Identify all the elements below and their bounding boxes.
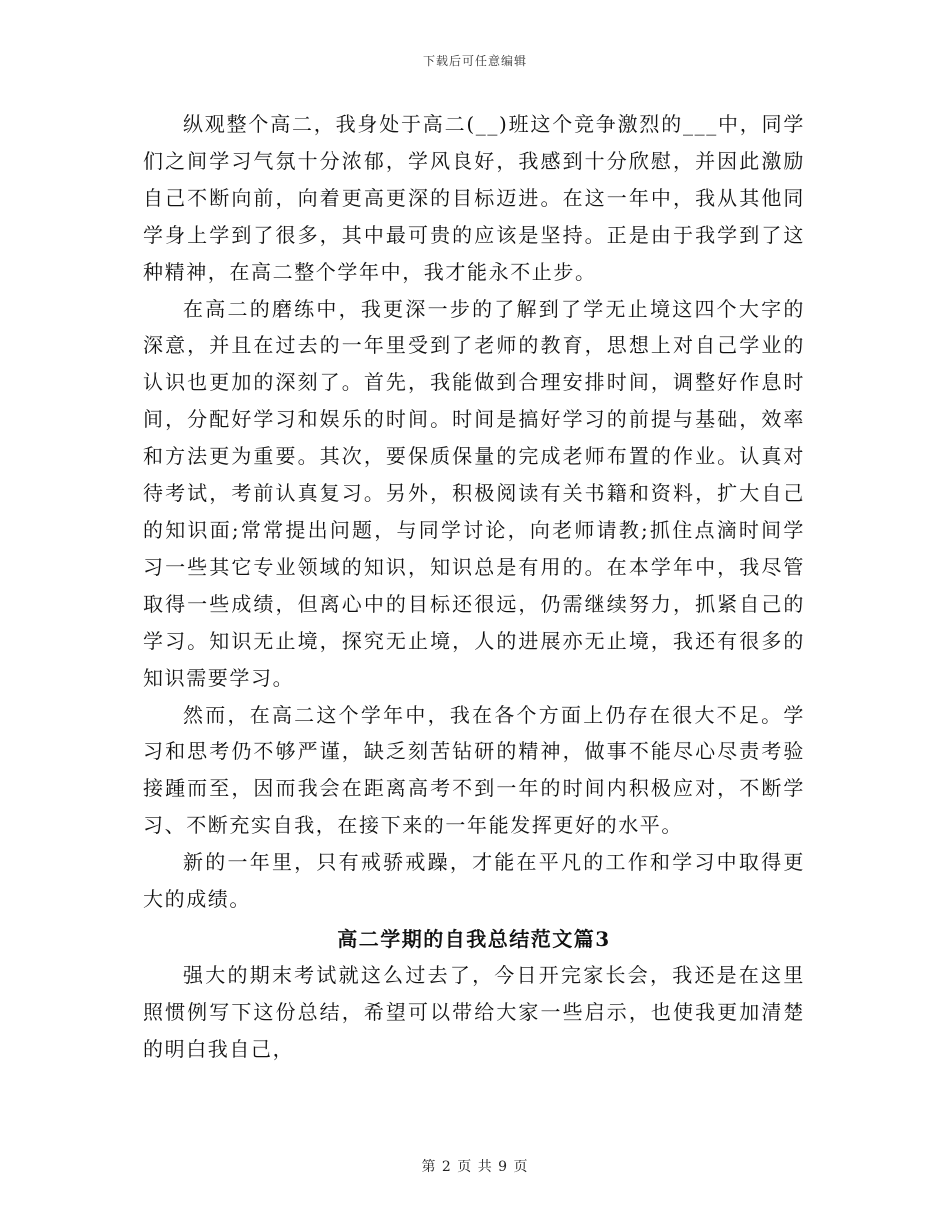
document-body — [143, 106, 805, 1068]
paragraph-1: 纵观整个高二，我身处于高二(__)班这个竞争激烈的___中，同学们之间学习气氛十分浓郁，学风良好，我感到十分欣慰，并因此激励自己不断向前，向着更高更深的目标迈进。在这一年中，我从其他同学身上学到了很多，其中最可贵的应该是坚持。正是由于我学到了这种精神，在高二整个学年中，我才能永不止步。 — [143, 112, 805, 284]
paragraph-3: 然而，在高二这个学年中，我在各个方面上仍存在很大不足。学习和思考仍不够严谨，缺乏刻苦钻研的精神，做事不能尽心尽责考验接踵而至，因而我会在距离高考不到一年的时间内积极应对，不断学习、不断充实自我，在接下来的一年能发挥更好的水平。 — [143, 702, 805, 838]
section-paragraph: 强大的期末考试就这么过去了，今日开完家长会，我还是在这里照惯例写下这份总结，希望可以带给大家一些启示，也使我更加清楚的明白我自己， — [143, 962, 805, 1061]
paragraph-4: 新的一年里，只有戒骄戒躁，才能在平凡的工作和学习中取得更大的成绩。 — [143, 850, 805, 912]
section-title: 高二学期的自我总结范文篇3 — [337, 926, 611, 951]
page-header: 下载后可任意编辑 — [422, 54, 527, 68]
paragraph-2: 在高二的磨练中，我更深一步的了解到了学无止境这四个大字的深意，并且在过去的一年里受到了老师的教育，思想上对自己学业的认识也更加的深刻了。首先，我能做到合理安排时间，调整好作息时间，分配好学习和娱乐的时间。时间是搞好学习的前提与基础，效率和方法更为重要。其次，要保质保量的完成老师布置的作业。认真对待考试，考前认真复习。另外，积极阅读有关书籍和资料，扩大自己的知识面;常常提出问题，与同学讨论，向老师请教;抓住点滴时间学习一些其它专业领域的知识，知识总是有用的。在本学年中，我尽管取得一些成绩，但离心中的目标还很远，仍需继续努力，抓紧自己的学习。知识无止境，探究无止境，人的进展亦无止境，我还有很多的知识需要学习。 — [143, 296, 805, 690]
page-number: 第 2 页 共 9 页 — [421, 1159, 529, 1175]
